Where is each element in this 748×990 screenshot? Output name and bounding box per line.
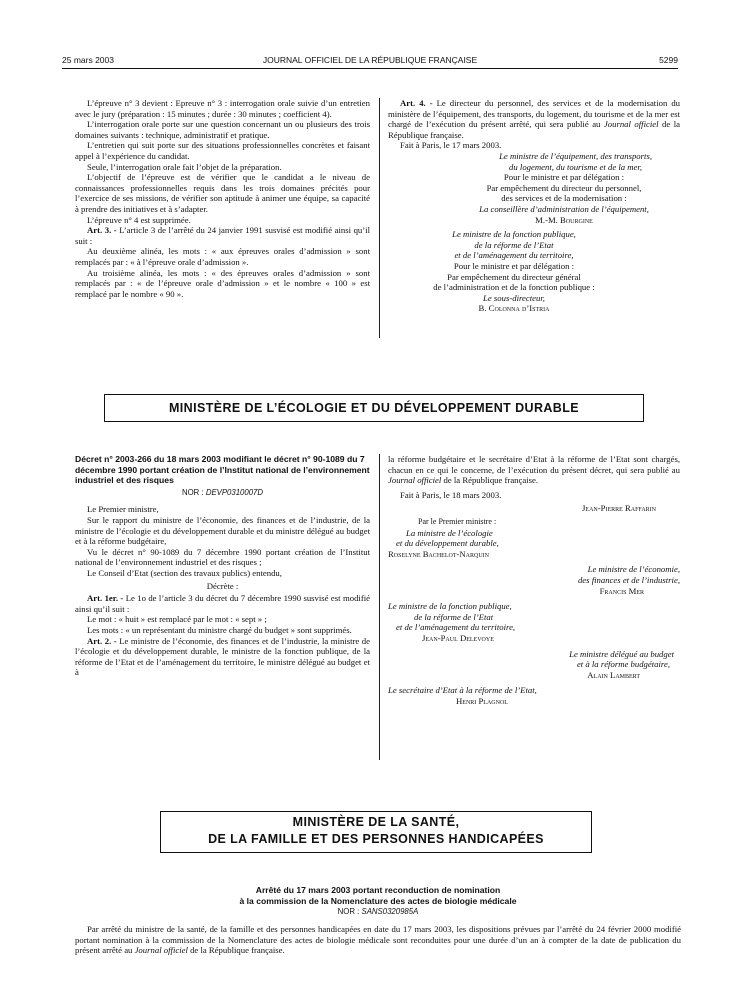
article-3-text: L’article 3 de l’arrêté du 24 janvier 1991 susvisé est modifié ainsi qu’il suit : — [75, 225, 370, 246]
signature-role: des finances et de l’industrie, — [577, 574, 680, 585]
ministry-line-1: MINISTÈRE DE LA SANTÉ, — [292, 815, 460, 829]
signature-line: Pour le ministre et par délégation : — [453, 260, 575, 271]
decree-title: Décret n° 2003-266 du 18 mars 2003 modifiant le décret n° 90-1089 du 7 décembre 1990 portant création de l’Institut national de l’environnement industriel et des risques — [75, 454, 370, 486]
article-4-label: Art. 4. - — [400, 98, 433, 108]
decrete: Décrète : — [206, 580, 239, 591]
paragraph: L’épreuve n° 4 est supprimée. — [87, 214, 191, 225]
article-3-label: Art. 3. - — [87, 225, 117, 236]
ministry-heading-sante — [160, 811, 592, 853]
article-4-end: de la République française. — [388, 119, 681, 140]
signature-line: Par empêchement du directeur général — [447, 271, 581, 282]
paragraph: Le Conseil d’Etat (section des travaux publics) entendu, — [87, 567, 282, 578]
ministry-heading-ecologie: MINISTÈRE DE L’ÉCOLOGIE ET DU DÉVELOPPEMENT DURABLE — [104, 394, 644, 422]
continuation-end: de la République française. — [443, 475, 539, 486]
signature-role: et de l’aménagement du territoire, — [396, 622, 516, 633]
signature-line: Par le Premier ministre : — [418, 516, 497, 526]
signatory-name: Alain Lambert — [587, 669, 640, 680]
article-4 — [388, 98, 680, 140]
arrete-title-line-2: à la commission de la Nomenclature des actes de biologie médicale — [239, 895, 517, 906]
article-3 — [75, 225, 370, 246]
signature-role: Le secrétaire d’Etat à la réforme de l’Etat, — [388, 685, 537, 696]
page-header — [62, 55, 678, 69]
nor-label: NOR : — [181, 487, 204, 497]
journal-officiel-ref: Journal officiel — [388, 475, 442, 486]
ministry-line-2: DE LA FAMILLE ET DES PERSONNES HANDICAPÉES — [208, 832, 544, 846]
nor-value: SANS0320985A — [361, 907, 419, 917]
signature-role: du logement, du tourisme et de la mer, — [509, 161, 642, 172]
signatory-name: Henri Plagnol — [456, 695, 508, 706]
paragraph: Les mots : « un représentant du ministre chargé du budget » sont supprimés. — [87, 624, 352, 635]
signature-role: Le ministre délégué au budget — [569, 648, 674, 659]
paragraph: Seule, l’interrogation orale fait l’objet de la préparation. — [87, 161, 282, 172]
signatory-name: Jean-Pierre Raffarin — [582, 503, 656, 514]
arrete-main-text: Par arrêté du ministre de la santé, de la famille et des personnes handicapées en date du 17 mars 2003, les dispositions prévues par l’arrêté du 24 février 2000 modifié portant nomination à la commission de la Nomenclature des actes de biologie médicale sont reconduites pour une durée d’un an à compter de la date de publication du présent arrêté au — [75, 924, 681, 956]
journal-officiel-ref: Journal officiel — [603, 119, 659, 130]
article-2-label: Art. 2. - — [87, 635, 117, 646]
column-divider — [379, 98, 380, 338]
paragraph: Le Premier ministre, — [87, 504, 159, 515]
signatory-name: M.-M. Bourgine — [535, 214, 593, 225]
paragraph: L’entretien qui suit porte sur des situations professionnelles concrètes et faisant appel à l’expérience du candidat. — [75, 140, 370, 161]
journal-officiel-ref: Journal officiel — [134, 945, 188, 956]
header-page-number: 5299 — [659, 55, 678, 65]
top-left-column — [75, 98, 370, 299]
paragraph: Sur le rapport du ministre de l’économie, des finances et de l’industrie, de la ministre de l’écologie et du développement durable et du ministre délégué au budget et à la réforme budgétaire, — [75, 514, 370, 547]
signatory-name: Francis Mer — [599, 585, 644, 596]
top-right-column — [388, 98, 680, 314]
signature-role: Le ministre de l’économie, — [587, 564, 680, 575]
signature-line: Le sous-directeur, — [483, 292, 545, 303]
decree-left-column — [75, 454, 370, 678]
decree-right-column — [388, 454, 680, 706]
article-2-text: Le ministre de l’économie, des finances et de l’industrie, la ministre de l’écologie et du développement durable, le ministre de la fonction publique, de la réforme de l’Etat et de l’aménagement du territoire, le ministre délégué au budget et à — [75, 635, 371, 678]
nor-value: DEVP0310007D — [205, 487, 264, 497]
article-1 — [75, 593, 370, 614]
article-2 — [75, 636, 370, 678]
signature-line: La conseillère d’administration de l’équipement, — [479, 203, 649, 214]
signature-role: de la réforme de l’Etat — [474, 239, 554, 250]
signature-role: Le ministre de la fonction publique, — [388, 601, 512, 612]
fait-a-paris: Fait à Paris, le 18 mars 2003. — [400, 489, 502, 500]
header-date: 25 mars 2003 — [62, 55, 114, 65]
signatory-name: Roselyne Bachelot-Narquin — [388, 548, 489, 559]
header-journal-title: JOURNAL OFFICIEL DE LA RÉPUBLIQUE FRANÇAISE — [262, 55, 478, 65]
signature-role: Le ministre de l’équipement, des transports, — [499, 150, 652, 161]
fait-a-paris: Fait à Paris, le 17 mars 2003. — [400, 140, 502, 151]
decree-nor — [75, 488, 370, 499]
signature-role: et à la réforme budgétaire, — [576, 659, 670, 670]
arrete-section — [75, 885, 681, 956]
paragraph: Le mot : « huit » est remplacé par le mot : « sept » ; — [87, 614, 267, 625]
decree-continuation — [388, 454, 680, 486]
paragraph: L’épreuve n° 3 devient : Epreuve n° 3 : interrogation orale suivie d’un entretien avec le jury (préparation : 15 minutes ; durée : 30 minutes ; coefficient 4). — [75, 98, 370, 119]
article-1-label: Art. 1er. - — [87, 593, 124, 604]
signatory-name: B. Colonna d’Istria — [478, 303, 550, 314]
header-rule — [62, 68, 678, 69]
paragraph: L’interrogation orale porte sur une question concernant un ou plusieurs des trois domaines suivants : technique, administratif et pratique. — [75, 119, 370, 140]
signature-line: de l’administration et de la fonction publique : — [433, 282, 595, 293]
signature-role: Le ministre de la fonction publique, — [452, 229, 576, 240]
continuation-text: la réforme budgétaire et le secrétaire d’Etat à la réforme de l’Etat sont chargés, chacun en ce qui le concerne, de l’exécution du présent décret, qui sera publié au — [388, 454, 680, 475]
paragraph: Au troisième alinéa, les mots : « des épreuves orales d’admission » sont remplacés par : « de l’épreuve orale d’admission » et le nombre « 100 » est remplacé par le nombre « 90 ». — [75, 267, 370, 299]
signature-role: de la réforme de l’Etat — [414, 611, 494, 622]
signature-line: Pour le ministre et par délégation : — [503, 172, 625, 183]
signature-line: Par empêchement du directeur du personnel, — [486, 182, 642, 193]
arrete-nor — [75, 907, 681, 916]
article-1-text: Le 1o de l’article 3 du décret du 7 décembre 1990 susvisé est modifié ainsi qu’il suit : — [75, 593, 370, 614]
signatory-name: Jean-Paul Delevoye — [422, 632, 494, 643]
arrete-title-line-1: Arrêté du 17 mars 2003 portant reconduction de nomination — [255, 885, 501, 895]
signature-role: et de l’aménagement du territoire, — [454, 250, 574, 261]
column-divider — [379, 454, 380, 760]
signature-role: La ministre de l’écologie — [406, 527, 493, 538]
arrete-end: de la République française. — [190, 945, 285, 956]
nor-label: NOR : — [337, 907, 360, 917]
article-4-text: Le directeur du personnel, des services et de la modernisation du ministère de l’équipement, des transports, du logement, du tourisme et de la mer est chargé de l’exécution du présent arrêté, qui sera publié au — [388, 98, 681, 130]
signature-line: des services et de la modernisation : — [501, 193, 627, 204]
paragraph: L’objectif de l’épreuve est de vérifier que le candidat a le niveau de connaissances professionnelles requis dans les trois domaines précités pour l’exercice de ses missions, de vérifier son aptitude à animer une équipe, sa capacité à prendre des initiatives et à s’adapter. — [75, 172, 370, 214]
paragraph: Vu le décret n° 90-1089 du 7 décembre 1990 portant création de l’Institut national de l’environnement industriel et des risques ; — [75, 546, 370, 568]
arrete-text — [75, 924, 681, 956]
paragraph: Au deuxième alinéa, les mots : « aux épreuves orales d’admission » sont remplacés par : « à l’épreuve orale d’admission ». — [75, 246, 370, 267]
arrete-body — [75, 924, 681, 956]
signature-role: et du développement durable, — [396, 538, 499, 549]
